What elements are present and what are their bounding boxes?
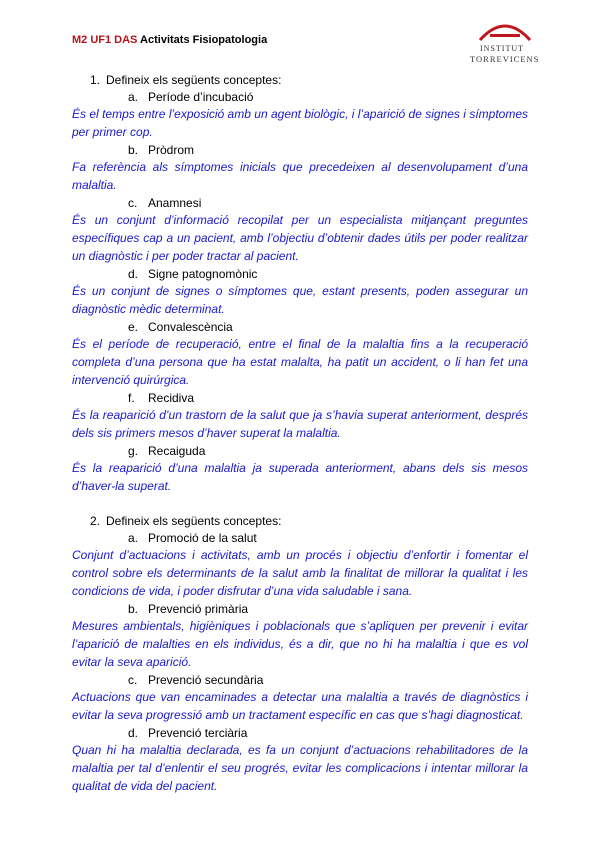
term-letter: d. xyxy=(128,726,139,740)
term-definition: Fa referència als símptomes inicials que precedeixen al desenvolupament d’una malaltia. xyxy=(72,160,528,192)
module-code: M2 UF1 DAS xyxy=(72,34,138,46)
term-definition: Conjunt d’actuacions i activitats, amb un procés i objectiu d’enfortir i fomentar el control sobre els determinants de la salut amb la finalitat de millorar la qualitat i les condicions de vida, i poder disfrutar d’una vida saludable i sana. xyxy=(72,548,528,598)
term-label: Prevenció terciària xyxy=(148,726,248,740)
question-section xyxy=(72,72,528,495)
term-item xyxy=(72,142,528,158)
question-number: 2. xyxy=(90,514,101,528)
term-definition: És la reaparició d’una malaltia ja superada anteriorment, abans dels sis mesos d’haver-la superat. xyxy=(72,461,528,493)
term-item xyxy=(72,530,528,546)
term-item xyxy=(72,266,528,282)
term-letter: a. xyxy=(128,90,139,104)
term-label: Pròdrom xyxy=(148,143,195,157)
term-label: Signe patognomònic xyxy=(148,267,258,281)
document-title: Activitats Fisiopatologia xyxy=(137,34,268,46)
institute-logo xyxy=(470,18,552,66)
term-definition: És un conjunt de signes o símptomes que, estant presents, poden assegurar un diagnòstic mèdic determinat. xyxy=(72,284,528,316)
term-item xyxy=(72,725,528,741)
term-item xyxy=(72,672,528,688)
question-text: Defineix els següents conceptes: xyxy=(106,514,282,528)
question-section xyxy=(72,513,528,795)
logo-line-1: INSTITUT xyxy=(480,44,524,53)
term-label: Recaiguda xyxy=(148,444,206,458)
term-definition: És el període de recuperació, entre el final de la malaltia fins a la recuperació completa d’una persona que ha estat malalta, ha patit un accident, o li han fet una intervenció quirúrgica. xyxy=(72,337,528,387)
term-letter: e. xyxy=(128,320,139,334)
term-item xyxy=(72,390,528,406)
term-label: Anamnesi xyxy=(148,196,202,210)
term-definition: És el temps entre l’exposició amb un agent biològic, i l’aparició de signes i símptomes per primer cop. xyxy=(72,107,528,139)
term-definition: És un conjunt d’informació recopilat per un especialista mitjançant preguntes específiques cap a un pacient, amb l’objectiu d’obtenir dades útils per poder realitzar un diagnòstic i per poder tractar al pacient. xyxy=(72,213,528,263)
document-header xyxy=(72,34,267,46)
term-letter: f. xyxy=(128,391,135,405)
term-label: Prevenció primària xyxy=(148,602,249,616)
term-letter: c. xyxy=(128,196,138,210)
term-definition: Mesures ambientals, higièniques i poblacionals que s’apliquen per prevenir i evitar l’aparició de malalties en els individus, és a dir, que no hi ha malaltia i que es vol evitar la seva aparició. xyxy=(72,619,528,669)
term-item xyxy=(72,601,528,617)
term-label: Convalescència xyxy=(148,320,233,334)
term-definition: Actuacions que van encaminades a detectar una malaltia a través de diagnòstics i evitar la seva progressió amb un tractament específic en cas que s’hagi diagnosticat. xyxy=(72,690,528,722)
term-definition: Quan hi ha malaltia declarada, es fa un conjunt d’actuacions rehabilitadores de la malaltia per tal d’enlentir el seu progrés, evitar les complicacions i intentar millorar la qualitat de vida del pacient. xyxy=(72,743,528,793)
question-text: Defineix els següents conceptes: xyxy=(106,73,282,87)
question-heading xyxy=(72,513,528,529)
logo-emblem-icon xyxy=(478,20,532,42)
term-letter: a. xyxy=(128,531,139,545)
term-letter: c. xyxy=(128,673,138,687)
term-letter: b. xyxy=(128,602,139,616)
term-item xyxy=(72,443,528,459)
term-item xyxy=(72,319,528,335)
question-heading xyxy=(72,72,528,88)
term-item xyxy=(72,195,528,211)
term-label: Recidiva xyxy=(148,391,195,405)
question-number: 1. xyxy=(90,73,101,87)
term-label: Prevenció secundària xyxy=(148,673,264,687)
term-letter: b. xyxy=(128,143,139,157)
document-body xyxy=(72,72,528,813)
term-item xyxy=(72,89,528,105)
term-label: Promoció de la salut xyxy=(148,531,257,545)
logo-line-2: TORREVICENS xyxy=(470,54,540,64)
term-definition: És la reaparició d’un trastorn de la salut que ja s’havia superat anteriorment, després dels sis primers mesos d’haver superat la malaltia. xyxy=(72,408,528,440)
term-label: Període d’incubació xyxy=(148,90,254,104)
term-letter: d. xyxy=(128,267,139,281)
term-letter: g. xyxy=(128,444,139,458)
